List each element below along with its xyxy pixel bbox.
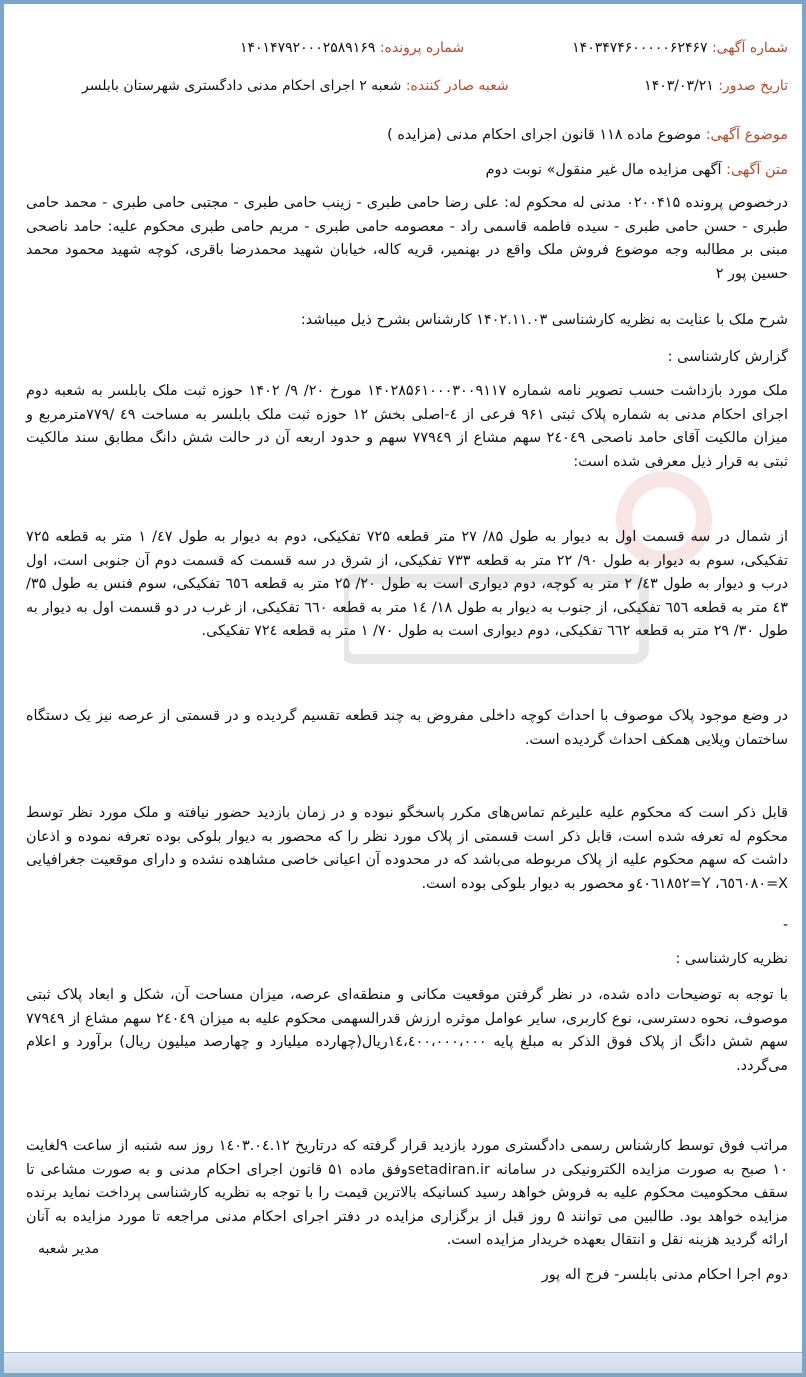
paragraph-current-state: در وضع موجود پلاک موصوف با احداث کوچه داخلی مفروض به چند قطعه تقسیم گردیده و در قسمتی از عرصه نیز یک دستگاه ساختمان ویلایی همکف احداث گردیده است. <box>26 708 788 748</box>
issue-date-group <box>644 78 788 94</box>
paragraph-auction-terms: مراتب فوق توسط کارشناس رسمی دادگستری مورد بازدید قرار گرفته که درتاریخ ۱٤۰۳.۰٤.۱۲ روز سه شنبه از ساعت ۹لغایت ۱۰ صبح به صورت مزایده الکترونیکی در سامانه setadiran.irوفق ماده ۵۱ قانون اجرای احکام مدنی و به صورت مشاعی تا سقف محکومیت محکوم علیه به فروش خواهد رسید کسانیکه بالاترین قیمت را با توجه به نظریه کارشناسی پرداخت نماید برنده مزایده خواهد بود. طالبین می توانند ۵ روز قبل از برگزاری مزایده در دفتر اجرای احکام مدنی مراجعه تا مورد مزایده به آنان ارائه گردید هزینه نقل و انتقال بعهده خریدار مزایده است. <box>26 1138 788 1248</box>
report-heading: گزارش کارشناسی : <box>667 349 788 365</box>
signer-role: مدیر شعبه <box>38 1241 100 1257</box>
opinion-heading: نظریه کارشناسی : <box>675 951 788 967</box>
case-number: ۱۴۰۱۴۷۹۲۰۰۰۲۵۸۹۱۶۹ <box>240 40 376 56</box>
text-title-value: آگهی مزایده مال غیر منقول» نوبت دوم <box>485 162 722 178</box>
issue-date: ۱۴۰۳/۰۳/۲۱ <box>644 78 714 94</box>
paragraph-registration: ملک مورد بازداشت حسب تصویر نامه شماره ۱۴۰۲۸۵۶۱۰۰۰۳۰۰۹۱۱۷ مورخ ۲۰/ ۹/ ۱۴۰۲ حوزه ثبت ملک بابلسر به شعبه دوم اجرای احکام مدنی به شماره پلاک ثبتی ۹۶۱ فرعی از ٤-اصلی بخش ۱۲ حوزه ثبت ملک بابلسر به مساحت ٤۹ /۷۷۹مترمربع و میزان مالکیت آقای حامد ناصحی ۲٤۰٤۹ سهم مشاع از ۷۷۹٤۹ سهم و حدود اربعه آن در حالت شش دانگ مطابق سند مالکیت ثبتی به قرار ذیل معرفی شده است: <box>26 383 789 470</box>
paragraph-valuation: با توجه به توضیحات داده شده، در نظر گرفتن موقعیت مکانی و منطقه‌ای عرصه، میزان مساحت آن، شکل و ابعاد پلاک ثبتی موصوف، نحوه دسترسی، نوع کاربری، سایر عوامل موثره ارزش قدرالسهمی محکوم علیه به میزان ۲٤۰٤۹ سهم مشاع از ۷۷۹٤۹ سهم شش دانگ از پلاک فوق الذکر به مبلغ پایه ۱٤،٤۰۰،۰۰۰،۰۰۰ریال(چهارده میلیارد و چهارصد میلیون ریال) برآورد و اعلام می‌گردد. <box>26 987 789 1074</box>
paragraph-property-intro: شرح ملک با عنایت به نظریه کارشناسی ۱۴۰۲.۱۱.۰۳ کارشناس بشرح ذیل میباشد: <box>300 312 788 328</box>
window-bottom-band <box>4 1352 802 1373</box>
header-row-numbers <box>26 40 788 64</box>
subject-label: موضوع آگهی: <box>705 127 788 143</box>
case-number-label: شماره پرونده: <box>379 40 465 56</box>
subject-value: موضوع ماده ۱۱۸ قانون اجرای احکام مدنی (مزایده ) <box>387 127 702 143</box>
issuer-group <box>82 78 509 94</box>
header-row-date <box>26 78 788 102</box>
issuer: شعبه ۲ اجرای احکام مدنی دادگستری شهرستان بابلسر <box>82 78 402 94</box>
notice-number-group <box>572 40 788 56</box>
issue-date-label: تاریخ صدور: <box>718 78 788 94</box>
case-number-group <box>240 40 464 56</box>
separator-dash: - <box>782 917 788 933</box>
text-title-label: متن آگهی: <box>726 162 788 178</box>
notice-number: ۱۴۰۳۴۷۴۶۰۰۰۰۰۶۲۴۶۷ <box>572 40 708 56</box>
paragraph-inspection: قابل ذکر است که محکوم علیه علیرغم تماس‌های مکرر پاسخگو نبوده و در زمان بازدید حضور نیافته و ملک مورد نظر توسط محکوم له تعرفه شده است، قابل ذکر است قسمتی از پلاک مورد نظر را که محصور به دیوار بلوکی بوده تعرفه نموده و اذعان داشت که سهم محکوم علیه از پلاک مربوطه می‌باشد که در محدوده آن اعیانی خاصی مشاهده نشده و دارای موقعیت جغرافیایی X=٦٥٦٠٨٠، Y=٤٠٦١٨٥٢و محصور به دیوار بلوکی بوده است. <box>26 805 788 892</box>
notice-number-label: شماره آگهی: <box>711 40 788 56</box>
subject-line <box>26 122 788 148</box>
paragraph-boundaries: از شمال در سه قسمت اول به دیوار به طول ۸۵/ ۲۷ متر قطعه ۷۲۵ تفکیکی، دوم به دیوار به طول ٤۷/ ۱ متر به قطعه ۷۲۵ تفکیکی، سوم به دیوار به طول ۹۰/ ۲۲ متر به قطعه ۷۳۳ تفکیکی، از شرق در سه قسمت که قسمت دوم آن جنوبی است، اول درب و دیوار به طول ٤۳/ ۲ متر به کوچه، دوم دیواری است به طول ۲۰/ ۲۵ متر به قطعه ٦٥٦ تفکیکی، سوم فنس به طول ۳۵/ ٤۳ متر به قطعه ٦٥٦ تفکیکی، از جنوب به دیوار به طول ۱۸/ ۱٤ متر به قطعه ٦٦٠ تفکیکی، از غرب در دو قسمت اول به دیوار به طول ۳۰/ ۲۹ متر به قطعه ٦٦٢ تفکیکی، دوم دیواری است به طول ۷۰/ ۱ متر به قطعه ۷۲٤ تفکیکی. <box>26 529 789 639</box>
paragraph-parties: درخصوص پرونده ۰۲۰۰۴۱۵ مدنی له محکوم له: علی رضا حامی طبری - زینب حامی طبری - مجتبی حامی طبری - محمد حامی طبری - حسن حامی طبری - سیده فاطمه قاسمی راد - معصومه حامی طبری - مریم حامی طبری محکوم علیه: حامد ناصحی مبنی بر مطالبه وجه موضوع فروش ملک واقع در بهنمیر، قریه کاله، خیابان شهید محمدرضا باقری، کوچه شهید محمود محمد حسین پور ۲ <box>26 195 788 282</box>
text-title-line <box>26 157 788 183</box>
signer-name: دوم اجرا احکام مدنی بابلسر- فرج اله پور <box>541 1267 788 1283</box>
issuer-label: شعبه صادر کننده: <box>405 78 509 94</box>
